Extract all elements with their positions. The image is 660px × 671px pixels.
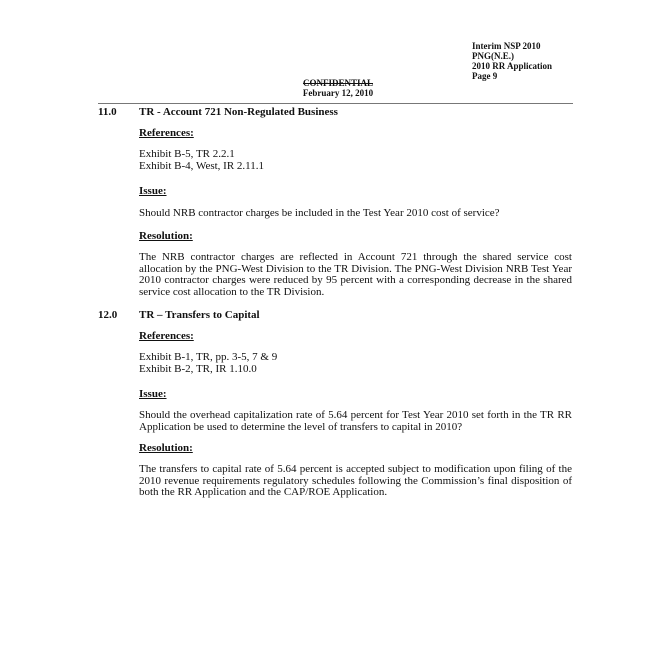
issue-heading: Issue: (139, 388, 167, 400)
header-line: PNG(N.E.) (472, 51, 514, 61)
issue-text: Should NRB contractor charges be included in the Test Year 2010 cost of service? (139, 207, 500, 219)
reference-item: Exhibit B-1, TR, pp. 3-5, 7 & 9 (139, 351, 278, 363)
resolution-heading: Resolution: (139, 230, 193, 242)
header-line: Page 9 (472, 71, 498, 81)
resolution-text: The transfers to capital rate of 5.64 percent is accepted subject to modification upon filing of the 2010 revenue requirements regulatory schedules following the Commission’s final disposition of both the RR Application and the CAP/ROE Application. (139, 463, 572, 498)
reference-item: Exhibit B-5, TR 2.2.1 (139, 148, 235, 160)
references-heading: References: (139, 330, 194, 342)
resolution-text: The NRB contractor charges are reflected in Account 721 through the shared service cost allocation by the PNG-West Division to the TR Division. The PNG-West Division NRB Test Year 2010 contractor charges were reduced by 95 percent with a corresponding decrease in the shared service cost allocation to the TR Division. (139, 251, 572, 298)
header-line: 2010 RR Application (472, 61, 553, 71)
section-title: TR – Transfers to Capital (139, 309, 260, 321)
header-divider (98, 103, 573, 104)
section-number: 12.0 (98, 309, 118, 321)
issue-text: Should the overhead capitalization rate of 5.64 percent for Test Year 2010 set forth in the TR RR Application be used to determine the level of transfers to capital in 2010? (139, 409, 572, 433)
document-header (472, 41, 632, 81)
classification-block (0, 78, 660, 98)
section-heading (98, 309, 260, 321)
section-title: TR - Account 721 Non-Regulated Business (139, 106, 338, 118)
section-number: 11.0 (98, 106, 117, 118)
reference-item: Exhibit B-4, West, IR 2.11.1 (139, 159, 265, 172)
reference-item: Exhibit B-2, TR, IR 1.10.0 (139, 362, 257, 375)
section-heading (98, 106, 338, 118)
resolution-heading: Resolution: (139, 442, 193, 454)
header-line: Interim NSP 2010 (472, 41, 541, 51)
document-date: February 12, 2010 (302, 88, 374, 98)
references-heading: References: (139, 127, 194, 139)
references-list (139, 352, 277, 375)
issue-heading: Issue: (139, 185, 167, 197)
confidential-label: CONFIDENTIAL (302, 78, 373, 88)
references-list (139, 149, 264, 172)
